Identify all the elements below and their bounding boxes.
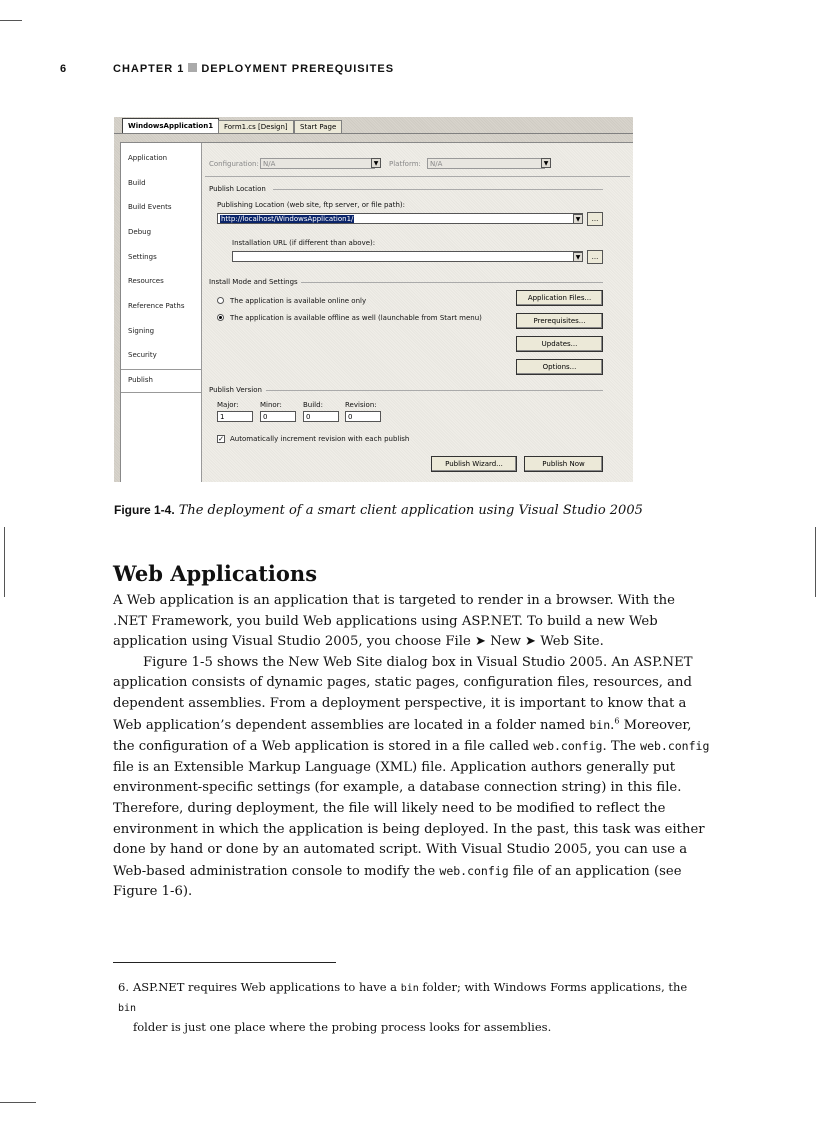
publishing-location-input[interactable] <box>217 213 583 224</box>
footnote-line: folder is just one place where the probing process looks for assemblies. <box>133 1020 552 1034</box>
installation-url-label: Installation URL (if different than above): <box>232 239 376 247</box>
sidebar-item-build[interactable]: Build <box>128 179 146 187</box>
build-label: Build: <box>303 401 323 409</box>
figure-screenshot <box>114 117 633 482</box>
chevron-down-icon[interactable]: ▼ <box>573 214 583 224</box>
footnote-line <box>118 978 698 1018</box>
figure-label: Figure 1-4. <box>114 503 175 517</box>
divider <box>273 189 603 190</box>
project-properties-panel <box>120 142 633 482</box>
browse-location-button[interactable]: ... <box>587 212 603 226</box>
major-label: Major: <box>217 401 239 409</box>
divider <box>266 390 603 391</box>
chapter-label: CHAPTER 1 <box>113 63 185 75</box>
tab-start-page[interactable]: Start Page <box>294 120 342 133</box>
body-text <box>113 591 713 903</box>
minor-input[interactable]: 0 <box>260 411 296 422</box>
auto-increment-checkbox[interactable]: ✓ <box>218 435 224 443</box>
text-run: Web Site. <box>536 634 604 650</box>
sidebar-item-resources[interactable]: Resources <box>128 277 164 285</box>
text-run: Moreover, the configuration of a Web application is stored in a file called <box>113 717 692 755</box>
revision-input[interactable]: 0 <box>345 411 381 422</box>
radio-online-only-label: The application is available online only <box>230 297 367 305</box>
radio-offline-available-label: The application is available offline as well (launchable from Start menu) <box>230 314 482 322</box>
crop-mark <box>0 20 22 21</box>
sidebar-item-build-events[interactable]: Build Events <box>128 203 172 211</box>
updates-button[interactable]: Updates... <box>516 336 603 352</box>
text-run: file is an Extensible Markup Language (XML) file. Application authors generally put environment-specific settings (for example, a database connection string) in this file. Therefore, during deployment, the file will likely need to be modified to reflect the environment in which the application is being deployed. In the past, this task was either done by hand or done by an automated script. With Visual Studio 2005, you can use a Web-based administration console to modify the <box>113 759 705 879</box>
sidebar-item-security[interactable]: Security <box>128 351 157 359</box>
menu-arrow-icon: ➤ <box>474 634 487 650</box>
chevron-down-icon[interactable]: ▼ <box>573 252 583 262</box>
text-run: folder; with Windows Forms applications, the <box>418 980 688 994</box>
text-run: file of an application (see Figure 1-6). <box>113 863 682 900</box>
publish-version-header: Publish Version <box>209 386 262 394</box>
page-number: 6 <box>60 63 68 75</box>
sidebar-item-signing[interactable]: Signing <box>128 327 155 335</box>
configuration-label: Configuration: <box>209 160 259 168</box>
publish-location-header: Publish Location <box>209 185 266 193</box>
sidebar-item-publish[interactable]: Publish <box>128 376 153 384</box>
divider <box>205 176 630 177</box>
sidebar-item-settings[interactable]: Settings <box>128 253 157 261</box>
build-input[interactable]: 0 <box>303 411 339 422</box>
sidebar-item-reference-paths[interactable]: Reference Paths <box>128 302 185 310</box>
application-files-button[interactable]: Application Files... <box>516 290 603 306</box>
browse-url-button[interactable]: ... <box>587 250 603 264</box>
inline-code: bin <box>118 1003 137 1014</box>
inline-code: bin <box>589 717 611 732</box>
text-run: . The <box>602 739 641 755</box>
install-mode-header: Install Mode and Settings <box>209 278 298 286</box>
divider <box>301 282 603 283</box>
installation-url-input[interactable] <box>232 251 583 262</box>
running-header <box>0 63 816 79</box>
footnote-number: 6. <box>118 980 129 994</box>
inline-code: web.config <box>533 739 603 754</box>
crop-mark <box>4 527 5 597</box>
text-run: A Web application is an application that is targeted to render in a browser. With the .NET Framework, you build Web applications using ASP.NET. To build a new Web application using Visual Studio 2005, you choose File <box>113 593 675 650</box>
publish-wizard-button[interactable]: Publish Wizard... <box>431 456 517 472</box>
configuration-select[interactable]: N/A <box>260 158 375 169</box>
paragraph <box>113 653 713 903</box>
text-run: . <box>610 717 615 733</box>
menu-arrow-icon: ➤ <box>525 634 537 650</box>
radio-online-only[interactable] <box>217 297 224 304</box>
chapter-title: DEPLOYMENT PREREQUISITES <box>201 63 395 75</box>
publishing-location-label: Publishing Location (web site, ftp server, or file path): <box>217 201 405 209</box>
minor-label: Minor: <box>260 401 282 409</box>
tab-windowsapplication1[interactable]: WindowsApplication1 <box>122 118 219 133</box>
figure-caption <box>114 503 643 518</box>
footnote-reference[interactable]: 6 <box>614 716 620 726</box>
inline-code: bin <box>400 983 419 994</box>
figure-caption-text: The deployment of a smart client application using Visual Studio 2005 <box>178 503 643 518</box>
chevron-down-icon[interactable]: ▼ <box>371 158 381 168</box>
radio-offline-available[interactable] <box>217 314 224 321</box>
major-input[interactable]: 1 <box>217 411 253 422</box>
publishing-location-value: http://localhost/WindowsApplication1/ <box>221 215 354 223</box>
properties-sidebar <box>121 143 202 482</box>
paragraph <box>113 591 713 653</box>
sidebar-item-debug[interactable]: Debug <box>128 228 152 236</box>
chevron-down-icon[interactable]: ▼ <box>541 158 551 168</box>
chapter-heading <box>113 63 394 75</box>
section-heading: Web Applications <box>113 561 318 586</box>
publish-now-button[interactable]: Publish Now <box>524 456 603 472</box>
text-run: ASP.NET requires Web applications to have a <box>133 980 401 994</box>
inline-code: web.config <box>640 739 710 754</box>
crop-mark <box>0 1102 36 1103</box>
prerequisites-button[interactable]: Prerequisites... <box>516 313 603 329</box>
platform-label: Platform: <box>389 160 421 168</box>
tab-form1-design[interactable]: Form1.cs [Design] <box>218 120 294 133</box>
inline-code: web.config <box>439 863 509 878</box>
square-bullet-icon <box>188 63 197 72</box>
text-run: Figure 1-5 shows the New Web Site dialog box in Visual Studio 2005. An ASP.NET application consists of dynamic pages, static pages, configuration files, resources, and dependent assemblies. From a deployment perspective, it is important to know that a Web application’s dependent assemblies are located in a folder named <box>113 654 693 733</box>
text-run: New <box>486 634 526 650</box>
sidebar-item-application[interactable]: Application <box>128 154 168 162</box>
platform-select[interactable]: N/A <box>427 158 545 169</box>
auto-increment-label: Automatically increment revision with each publish <box>230 435 410 443</box>
options-button[interactable]: Options... <box>516 359 603 375</box>
revision-label: Revision: <box>345 401 377 409</box>
footnote-rule <box>113 962 336 963</box>
footnote <box>118 978 698 1036</box>
document-tab-bar <box>114 117 633 134</box>
